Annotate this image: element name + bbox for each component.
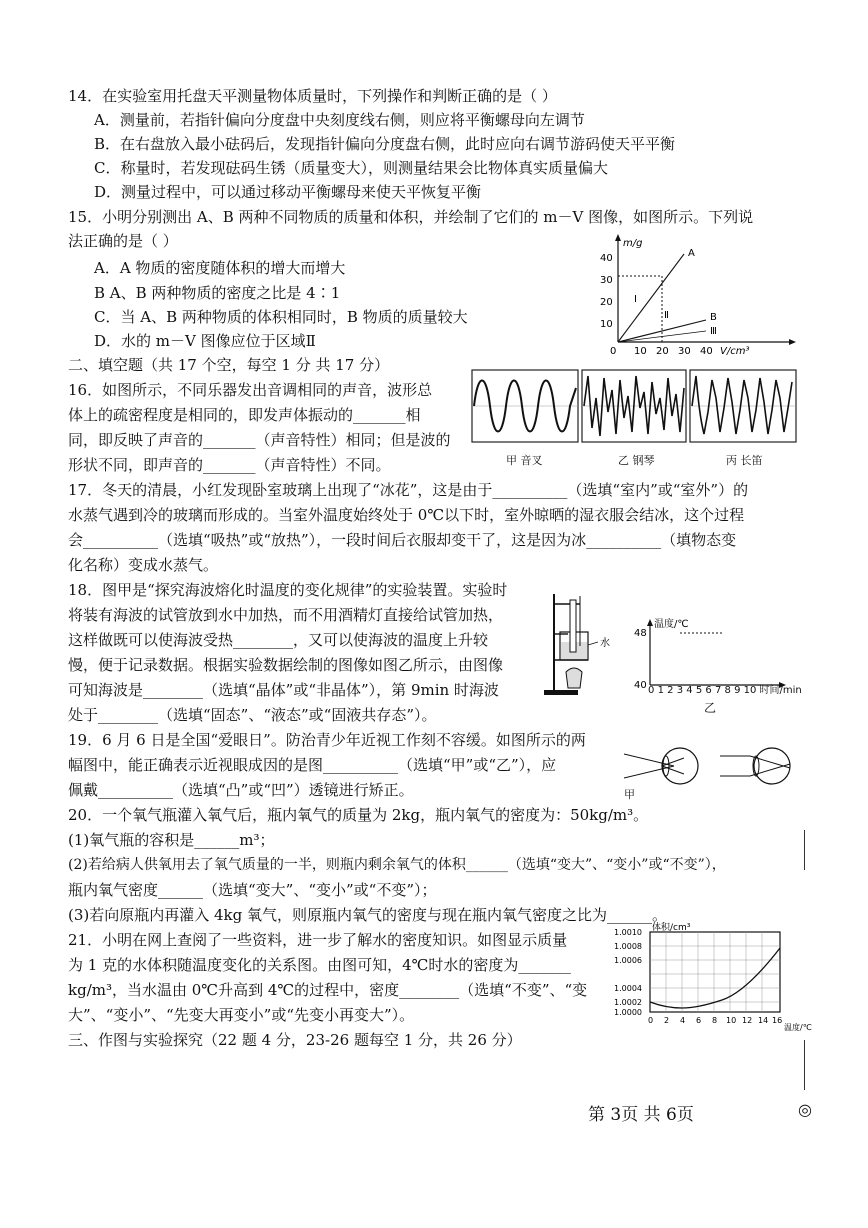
q17-line-3: 会__________（选填“吸热”或“放热”），一段时间后衣服却变干了，这是因为冰__________（填物态变 xyxy=(68,531,737,549)
q18-line-2: 将装有海波的试管放到水中加热，而不用酒精灯直接给试管加热， xyxy=(68,606,504,624)
vt-ylabel: 体积/cm³ xyxy=(652,923,691,933)
page-footer: 第 3页 共 6页 xyxy=(588,1105,694,1125)
vt-ytick: 1.0004 xyxy=(614,984,642,993)
region-1: Ⅰ xyxy=(634,294,637,305)
q16-line-4: 形状不同，即声音的_______（声音特性）不同。 xyxy=(68,456,391,474)
vt-xlabel: 温度/℃ xyxy=(784,1023,812,1032)
corner-mark: ◎ xyxy=(798,1100,812,1119)
eye-figure xyxy=(622,740,802,801)
q15-option-a: A．A 物质的密度随体积的增大而增大 xyxy=(94,259,346,277)
line-a xyxy=(618,254,684,342)
q18-line-6: 处于________（选填“固态”、“液态”或“固液共存态”）。 xyxy=(68,706,437,724)
melting-ylabel: 温度/℃ xyxy=(654,619,689,630)
mv-xtick: 40 xyxy=(700,346,713,357)
q16-line-2: 体上的疏密程度是相同的，即发声体振动的_______相 xyxy=(68,406,421,424)
q18-line-3: 这样做既可以使海波受热________，又可以使海波的温度上升较 xyxy=(68,631,489,649)
melting-xtick: 1 xyxy=(657,685,664,696)
q20-line-1: 20．一个氧气瓶灌入氧气后，瓶内氧气的质量为 2kg，瓶内氧气的密度为：50kg/m³。 xyxy=(68,806,649,824)
vt-xtick: 10 xyxy=(726,1016,737,1025)
mv-graph xyxy=(596,230,796,360)
melting-xlabel: 时间/min xyxy=(759,685,802,696)
volume-temperature-graph xyxy=(612,922,812,1032)
vt-xtick: 12 xyxy=(742,1016,753,1025)
q19-line-3: 佩戴__________（选填“凸”或“凹”）透镜进行矫正。 xyxy=(68,781,414,799)
mv-ytick: 10 xyxy=(600,319,613,330)
q18-line-4: 慢，便于记录数据。根据实验数据绘制的图像如图乙所示，由图像 xyxy=(68,656,504,674)
eye-caption: 甲 xyxy=(624,788,635,801)
melting-xtick: 2 xyxy=(667,685,674,696)
vt-xtick: 4 xyxy=(680,1016,686,1025)
q14-option-c: C．称量时，若发现砝码生锈（质量变大），则测量结果会比物体真实质量偏大 xyxy=(94,159,608,177)
mv-origin: 0 xyxy=(610,346,617,357)
apparatus-figure xyxy=(540,590,620,700)
q21-line-2: 为 1 克的水体积随温度变化的关系图。由图可知，4℃时水的密度为_______ xyxy=(68,956,571,974)
melting-y40: 40 xyxy=(634,680,647,691)
q20-line-2: (1)氧气瓶的容积是______m³； xyxy=(68,831,275,849)
vt-xtick: 16 xyxy=(772,1016,783,1025)
melting-xtick: 8 xyxy=(724,685,731,696)
waveform-figure xyxy=(470,368,800,467)
melting-xtick: 5 xyxy=(695,685,703,696)
waveform-caption-1: 甲 音叉 xyxy=(506,454,543,467)
waveform-caption-2: 乙 钢琴 xyxy=(618,454,655,467)
melting-xtick: 4 xyxy=(686,685,693,696)
line-b-label: B xyxy=(710,312,717,323)
q20-line-5: (3)若向原瓶内再灌入 4kg 氧气，则原瓶内氧气的密度与现在瓶内氧气密度之比为______。 xyxy=(68,906,668,924)
q14-option-d: D．测量过程中，可以通过移动平衡螺母来使天平恢复平衡 xyxy=(94,183,482,201)
vt-ytick: 1.0000 xyxy=(614,1008,642,1017)
mv-xlabel: V/cm³ xyxy=(720,346,750,357)
q18-line-1: 18．图甲是“探究海波熔化时温度的变化规律”的实验装置。实验时 xyxy=(68,581,508,599)
region-3: Ⅲ xyxy=(710,326,717,337)
q14-option-a: A．测量前，若指针偏向分度盘中央刻度线右侧，则应将平衡螺母向左调节 xyxy=(94,111,585,129)
mv-ytick: 40 xyxy=(600,253,613,264)
melting-y48: 48 xyxy=(634,628,647,639)
melting-xtick: 10 xyxy=(743,685,757,696)
q15-option-b: B A、B 两种物质的密度之比是 4∶1 xyxy=(94,284,341,302)
margin-rule xyxy=(804,830,805,870)
water-label: 水 xyxy=(600,638,610,649)
melting-xtick: 6 xyxy=(705,685,712,696)
mv-ylabel: m/g xyxy=(623,238,643,249)
q14-option-b: B．在右盘放入最小砝码后，发现指针偏向分度盘右侧，此时应向右调节游码使天平平衡 xyxy=(94,135,676,153)
vt-xtick: 2 xyxy=(664,1016,670,1025)
line-b xyxy=(618,320,706,342)
vt-ytick: 1.0006 xyxy=(614,956,642,965)
section-3-heading: 三、作图与实验探究（22 题 4 分，23-26 题每空 1 分，共 26 分） xyxy=(68,1031,522,1049)
q14-stem: 14．在实验室用托盘天平测量物体质量时，下列操作和判断正确的是（ ） xyxy=(68,87,557,105)
vt-ytick: 1.0010 xyxy=(614,928,642,937)
melting-xtick: 0 xyxy=(648,685,655,696)
melting-xtick: 3 xyxy=(676,685,684,696)
q15-stem-cont: 法正确的是（ ） xyxy=(68,232,178,250)
melting-graph xyxy=(632,615,812,715)
q19-line-1: 19．6 月 6 日是全国“爱眼日”。防治青少年近视工作刻不容缓。如图所示的两 xyxy=(68,731,586,749)
section-2-heading: 二、填空题（共 17 个空，每空 1 分 共 17 分） xyxy=(68,356,390,374)
waveform-caption-3: 丙 长笛 xyxy=(726,454,763,467)
volume-curve xyxy=(650,948,780,1008)
q16-line-1: 16．如图所示，不同乐器发出音调相同的声音，波形总 xyxy=(68,381,433,399)
q15-stem: 15．小明分别测出 A、B 两种不同物质的质量和体积，并绘制了它们的 m－V 图像，如图所示。下列说 xyxy=(68,208,754,226)
q20-line-4: 瓶内氧气密度______（选填“变大”、“变小”或“不变”）； xyxy=(68,881,437,899)
q15-option-d: D．水的 m－V 图像应位于区域Ⅱ xyxy=(94,332,316,350)
mv-xtick: 30 xyxy=(678,346,691,357)
melting-caption: 乙 xyxy=(704,701,717,715)
vt-xtick: 6 xyxy=(696,1016,702,1025)
q17-line-1: 17．冬天的清晨，小红发现卧室玻璃上出现了“冰花”，这是由于__________（选填“室内”或“室外”）的 xyxy=(68,481,749,499)
melting-xticks xyxy=(648,681,802,696)
q17-line-2: 水蒸气遇到冷的玻璃而形成的。当室外温度始终处于 0℃以下时，室外晾晒的湿衣服会结冰，这个过程 xyxy=(68,506,745,524)
melting-xtick: 7 xyxy=(714,685,722,696)
region-2: Ⅱ xyxy=(664,310,669,321)
margin-rule xyxy=(804,1040,805,1090)
vt-ytick: 1.0008 xyxy=(614,942,642,951)
q19-line-2: 幅图中，能正确表示近视眼成因的是图__________（选填“甲”或“乙”），应 xyxy=(68,756,557,774)
mv-xtick: 10 xyxy=(634,346,647,357)
q21-line-3: kg/m³，当水温由 0℃升高到 4℃的过程中，密度________（选填“不变”、“变 xyxy=(68,981,588,999)
q21-line-1: 21．小明在网上查阅了一些资料，进一步了解水的密度知识。如图显示质量 xyxy=(68,931,568,949)
q16-line-3: 同，即反映了声音的_______（声音特性）相同；但是波的 xyxy=(68,431,451,449)
vt-xtick: 14 xyxy=(758,1016,769,1025)
q18-line-5: 可知海波是________（选填“晶体”或“非晶体”），第 9min 时海波 xyxy=(68,681,499,699)
mv-xtick: 20 xyxy=(656,346,669,357)
q15-option-c: C．当 A、B 两种物质的体积相同时，B 物质的质量较大 xyxy=(94,308,468,326)
q17-line-4: 化名称）变成水蒸气。 xyxy=(68,556,219,574)
q20-line-3: (2)若给病人供氧用去了氧气质量的一半，则瓶内剩余氧气的体积______（选填“变大”、“变小”或“不变”）， xyxy=(68,857,726,873)
line-a-label: A xyxy=(688,248,695,259)
mv-ytick: 30 xyxy=(600,275,613,286)
vt-xtick: 0 xyxy=(648,1016,654,1025)
q21-line-4: 大”、“变小”、“先变大再变小”或“先变小再变大”）。 xyxy=(68,1006,415,1024)
vt-ytick: 1.0002 xyxy=(614,998,642,1007)
mv-ytick: 20 xyxy=(600,297,613,308)
melting-xtick: 9 xyxy=(734,685,741,696)
vt-xtick: 8 xyxy=(712,1016,718,1025)
